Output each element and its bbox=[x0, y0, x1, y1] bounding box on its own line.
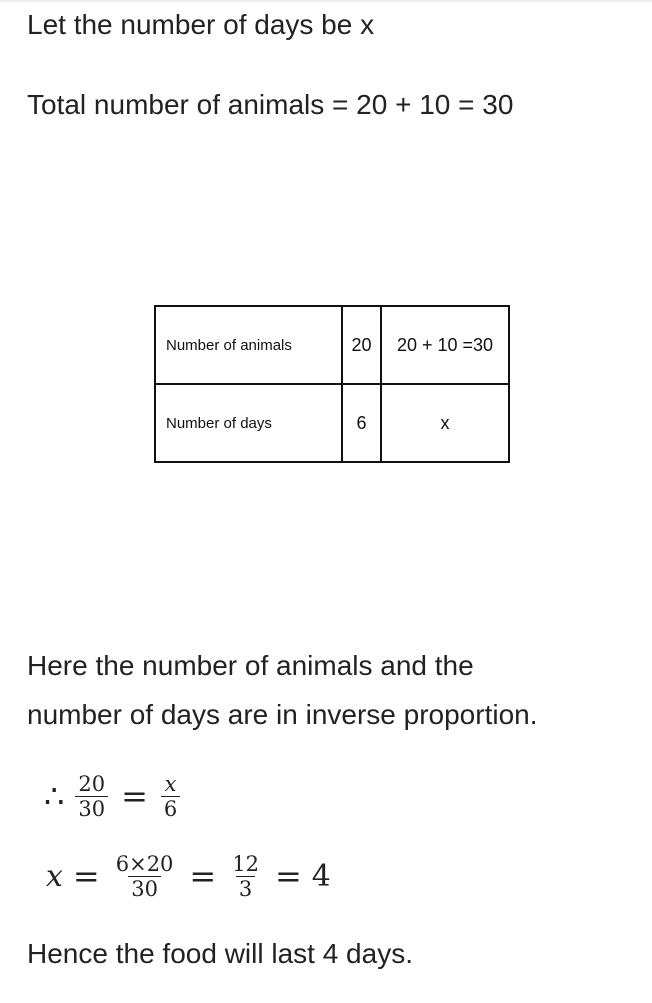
top-divider bbox=[0, 0, 652, 4]
product-numerator: 6×20 bbox=[115, 851, 174, 876]
product-fraction bbox=[113, 852, 177, 901]
cell-days-unknown: x bbox=[381, 384, 509, 462]
simplified-fraction bbox=[229, 852, 262, 901]
equals-sign: = bbox=[72, 857, 100, 895]
solution-variable: x bbox=[46, 858, 63, 894]
therefore-symbol: ∴ bbox=[44, 777, 65, 815]
rhs-fraction bbox=[161, 772, 180, 821]
simplified-numerator: 12 bbox=[232, 851, 259, 876]
intro-line-2: Total number of animals = 20 + 10 = 30 bbox=[27, 89, 514, 120]
product-denominator: 30 bbox=[128, 876, 161, 901]
equals-sign: = bbox=[121, 777, 148, 815]
row-label-days: Number of days bbox=[155, 384, 342, 462]
simplified-denominator: 3 bbox=[236, 876, 255, 901]
lhs-fraction bbox=[75, 772, 108, 821]
cell-animals-total: 20 + 10 =30 bbox=[381, 306, 509, 384]
lhs-numerator: 20 bbox=[78, 771, 106, 796]
equals-sign: = bbox=[189, 857, 217, 895]
cell-animals-initial: 20 bbox=[342, 306, 381, 384]
rhs-denominator: 6 bbox=[161, 796, 180, 821]
explanation-line-1: Here the number of animals and the bbox=[27, 650, 474, 681]
equals-sign: = bbox=[274, 857, 302, 895]
proportion-equation bbox=[44, 766, 183, 826]
proportion-table bbox=[154, 305, 510, 463]
cell-days-initial: 6 bbox=[342, 384, 381, 462]
rhs-numerator: x bbox=[164, 771, 177, 796]
intro-line-1: Let the number of days be x bbox=[27, 9, 375, 40]
row-label-animals: Number of animals bbox=[155, 306, 342, 384]
table-row bbox=[155, 306, 509, 384]
table-row bbox=[155, 384, 509, 462]
explanation-line-2: number of days are in inverse proportion. bbox=[27, 699, 538, 730]
lhs-denominator: 30 bbox=[75, 796, 108, 821]
solution-equation bbox=[46, 846, 331, 906]
solution-result: 4 bbox=[311, 858, 331, 894]
conclusion-text: Hence the food will last 4 days. bbox=[27, 938, 413, 969]
